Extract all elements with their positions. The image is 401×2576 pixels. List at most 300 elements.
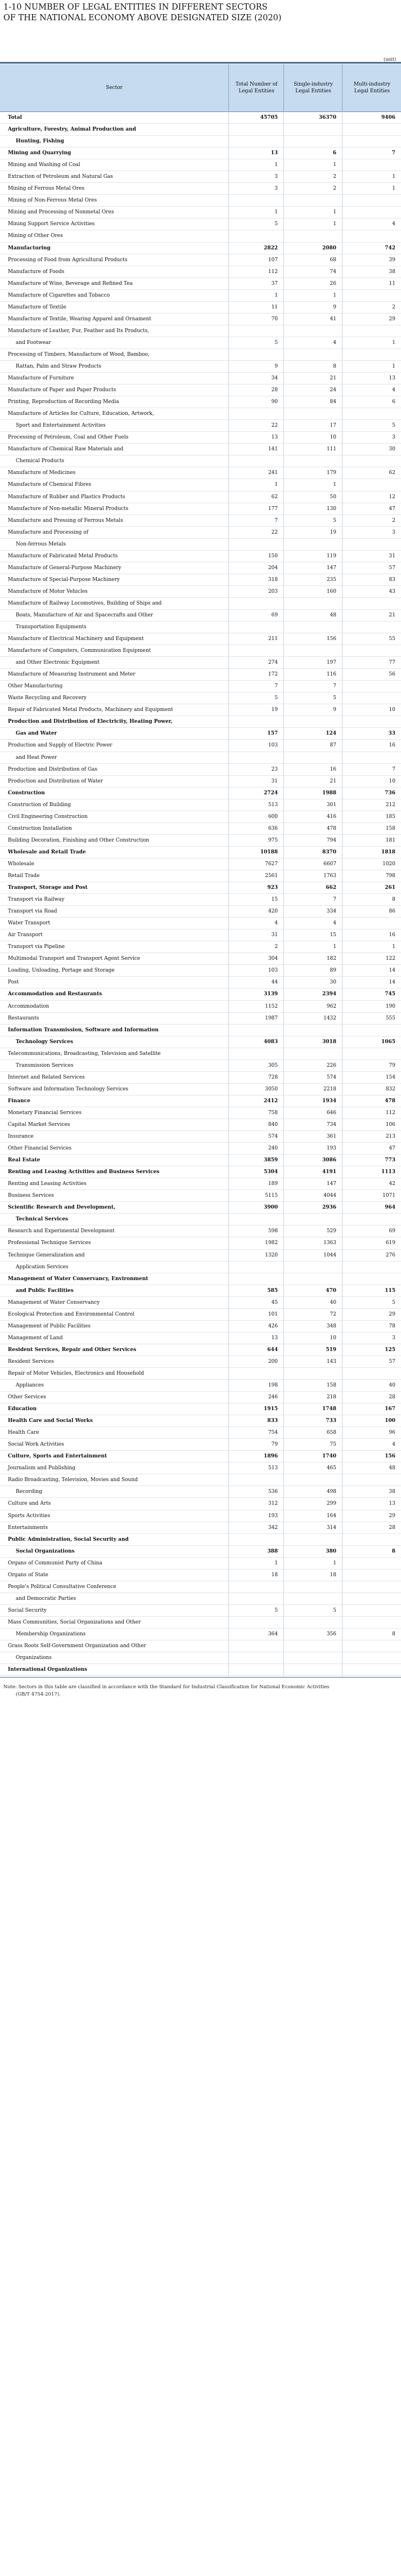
table-row [0, 811, 401, 823]
row-sector-label: Manufacture of Wine, Beverage and Refined Tea [8, 280, 133, 287]
row-sector-label: Extraction of Petroleum and Natural Gas [8, 174, 113, 180]
row-multi-value: 1 [392, 944, 395, 950]
table-row [0, 302, 401, 314]
row-sector-label: Transport via Road [8, 909, 57, 915]
row-sector-label: and Public Facilities [16, 1287, 74, 1294]
row-multi-value: 832 [385, 1086, 395, 1092]
row-sector-label: Construction Installation [8, 825, 72, 831]
row-single-value: 36370 [318, 115, 336, 120]
row-total-value: 28 [271, 387, 278, 393]
row-sector-label: Technique Generalization and [8, 1252, 85, 1258]
header-sector-text: Sector [106, 85, 123, 91]
row-total-value: 754 [268, 1430, 278, 1436]
table-row [0, 195, 401, 207]
table-row [0, 325, 401, 337]
row-single-value: 8 [333, 363, 336, 369]
row-multi-value [342, 1273, 395, 1285]
row-single-value: 24 [330, 387, 336, 393]
row-total-value: 3050 [265, 1086, 278, 1092]
row-sector-label: Technology Services [16, 1039, 73, 1045]
row-total-value: 1915 [263, 1406, 278, 1412]
table-row [0, 1013, 401, 1025]
row-multi-value: 4 [392, 387, 395, 393]
table-row [0, 1166, 401, 1178]
table-row [0, 704, 401, 716]
table-row [0, 598, 401, 610]
row-single-value [283, 1273, 336, 1285]
row-sector-label: Mining of Other Ores [8, 233, 63, 239]
table-row [0, 183, 401, 195]
row-sector-label: Wholesale and Retail Trade [8, 849, 86, 855]
row-single-value: 193 [326, 1146, 336, 1152]
row-multi-value: 3 [392, 529, 395, 535]
table-row [0, 1664, 401, 1676]
row-single-value: 4 [333, 920, 336, 927]
row-sector-label: and Footwear [16, 339, 51, 346]
row-sector-label: Manufacture of Leather, Fur, Feather and Its Products, [8, 328, 150, 334]
row-sector-label: Mining and Quarrying [8, 150, 71, 156]
row-single-value: 361 [326, 1134, 336, 1140]
row-single-value: 1 [333, 944, 336, 950]
row-multi-value [342, 752, 395, 763]
table-row [0, 218, 401, 230]
row-sector-label: Mining and Washing of Coal [8, 162, 80, 168]
row-sector-label: Construction of Building [8, 802, 71, 808]
row-single-value: 7 [333, 897, 336, 903]
table-row [0, 610, 401, 621]
row-multi-value: 39 [389, 257, 395, 263]
row-total-value [228, 621, 278, 633]
row-single-value [283, 1640, 336, 1652]
row-single-value: 9 [333, 707, 336, 713]
data-table [0, 64, 401, 1676]
row-single-value: 10 [330, 435, 336, 441]
row-multi-value: 1 [392, 363, 395, 369]
table-row [0, 1084, 401, 1095]
row-total-value: 103 [268, 968, 278, 974]
row-sector-label: Telecommunications, Broadcasting, Television and Satellite [8, 1050, 161, 1057]
row-total-value: 1987 [265, 1015, 278, 1021]
row-total-value: 112 [268, 269, 278, 275]
row-single-value [283, 1368, 336, 1379]
row-sector-label: Capital Market Services [8, 1121, 70, 1128]
row-single-value: 156 [326, 636, 336, 642]
note-line-2: (GB/T 4754-2017). [16, 1692, 61, 1697]
row-multi-value: 3 [392, 1335, 395, 1341]
row-multi-value: 3 [392, 435, 395, 441]
row-multi-value [342, 455, 395, 467]
table-row [0, 799, 401, 811]
row-single-value: 1432 [323, 1015, 336, 1021]
row-multi-value [342, 1569, 395, 1581]
row-single-value: 124 [326, 731, 336, 737]
row-total-value: 62 [271, 494, 278, 500]
row-multi-value [342, 1605, 395, 1616]
header-sector [0, 64, 228, 111]
table-row [0, 894, 401, 906]
row-multi-value [342, 681, 395, 692]
row-multi-value: 96 [389, 1430, 395, 1436]
row-multi-value: 28 [389, 1394, 395, 1401]
row-sector-label: Processing of Petroleum, Coal and Other Fuels [8, 435, 129, 441]
table-row [0, 716, 401, 728]
row-total-value: 304 [268, 956, 278, 962]
row-multi-value: 8 [391, 1548, 395, 1554]
row-multi-value: 276 [385, 1252, 395, 1258]
table-row [0, 432, 401, 444]
table-top-rule [0, 62, 401, 64]
row-total-value: 1 [274, 482, 278, 488]
row-single-value: 179 [326, 470, 336, 476]
row-total-value: 585 [267, 1287, 278, 1294]
table-row [0, 1155, 401, 1166]
row-sector-label: Mining of Ferrous Metal Ores [8, 186, 85, 192]
row-sector-label: Transportation Equipments [16, 624, 87, 630]
row-total-value [228, 1368, 278, 1379]
row-single-value: 380 [326, 1548, 336, 1554]
title-line-2: OF THE NATIONAL ECONOMY ABOVE DESIGNATED SIZE (2020) [3, 14, 282, 23]
table-row [0, 1415, 401, 1427]
row-multi-value: 86 [389, 909, 395, 915]
table-row [0, 396, 401, 408]
row-single-value: 1044 [323, 1252, 336, 1258]
row-single-value: 18 [330, 1572, 336, 1578]
row-multi-value: 10 [389, 778, 395, 784]
row-single-value [283, 195, 336, 206]
row-total-value: 833 [267, 1418, 278, 1424]
row-single-value: 16 [330, 766, 336, 772]
row-multi-value: 181 [385, 837, 395, 843]
table-row [0, 1309, 401, 1321]
table-bottom-rule [0, 1677, 401, 1678]
row-total-value: 2822 [263, 245, 278, 251]
row-total-value: 22 [271, 423, 278, 429]
row-total-value: 5 [274, 221, 278, 227]
row-multi-value: 213 [385, 1134, 395, 1140]
row-sector-label: Construction [8, 790, 45, 796]
row-multi-value: 106 [385, 1121, 395, 1128]
table-row [0, 989, 401, 1000]
row-sector-label: Manufacture of Articles for Culture, Education, Artwork, [8, 411, 154, 417]
row-single-value: 658 [326, 1430, 336, 1436]
column-divider [228, 111, 229, 1676]
row-single-value: 2080 [322, 245, 336, 251]
row-sector-label: Production and Distribution of Gas [8, 766, 98, 772]
table-row [0, 1143, 401, 1155]
row-sector-label: International Organizations [8, 1667, 88, 1673]
row-total-value: 10188 [260, 849, 278, 855]
row-single-value [283, 1593, 336, 1604]
row-total-value: 103 [268, 743, 278, 749]
row-single-value [283, 124, 336, 135]
row-multi-value [342, 136, 395, 147]
row-total-value [228, 349, 278, 360]
row-single-value: 1748 [322, 1406, 336, 1412]
row-sector-label: Culture and Arts [8, 1501, 51, 1507]
row-multi-value [342, 1640, 395, 1652]
row-single-value: 519 [326, 1347, 336, 1353]
row-sector-label: Hunting, Fishing [16, 138, 64, 145]
row-single-value: 2218 [323, 1086, 336, 1092]
table-row [0, 1451, 401, 1463]
row-single-value: 116 [326, 672, 336, 678]
row-total-value: 150 [268, 553, 278, 559]
row-sector-label: Culture, Sports and Entertainment [8, 1454, 107, 1460]
row-multi-value: 21 [389, 612, 395, 618]
row-multi-value [342, 479, 395, 490]
row-sector-label: Gas and Water [16, 731, 57, 737]
row-sector-label: Entertainments [8, 1524, 48, 1531]
row-total-value [228, 1593, 278, 1604]
table-row [0, 1250, 401, 1262]
row-total-value [228, 1640, 278, 1652]
row-multi-value: 30 [389, 446, 395, 453]
row-single-value [283, 325, 336, 337]
row-sector-label: Manufacture of Cigarettes and Tobacco [8, 292, 110, 298]
row-multi-value: 2 [392, 304, 395, 310]
table-row [0, 657, 401, 669]
row-total-value [228, 408, 278, 419]
row-multi-value: 28 [389, 1524, 395, 1531]
table-row [0, 847, 401, 858]
row-total-value [228, 1474, 278, 1486]
row-total-value: 274 [268, 660, 278, 666]
row-sector-label: Management of Public Facilities [8, 1323, 91, 1329]
row-total-value: 3 [274, 174, 278, 180]
row-total-value: 69 [271, 612, 278, 618]
table-row [0, 243, 401, 254]
row-sector-label: Research and Experimental Development [8, 1228, 115, 1235]
row-total-value: 1320 [265, 1252, 278, 1258]
table-body [0, 112, 401, 1676]
row-sector-label: Application Services [16, 1264, 69, 1270]
table-row [0, 1273, 401, 1285]
row-single-value [283, 455, 336, 467]
row-multi-value: 742 [385, 245, 395, 251]
row-total-value: 200 [268, 1358, 278, 1365]
table-row [0, 159, 401, 171]
header-total-text: Total Number of Legal Entities [235, 82, 278, 94]
row-total-value: 11 [271, 304, 278, 310]
row-multi-value: 13 [389, 1501, 395, 1507]
row-single-value: 348 [326, 1323, 336, 1329]
row-sector-label: Loading, Unloading, Portage and Storage [8, 968, 115, 974]
row-total-value: 240 [268, 1146, 278, 1152]
table-row [0, 1427, 401, 1439]
row-sector-label: Transmission Services [16, 1062, 74, 1068]
row-single-value [283, 230, 336, 242]
table-row [0, 1297, 401, 1309]
row-single-value: 299 [326, 1501, 336, 1507]
row-sector-label: Manufacture of Measuring Instrument and Meter [8, 672, 136, 678]
row-total-value: 3900 [263, 1205, 278, 1211]
row-total-value: 3859 [263, 1157, 278, 1164]
row-single-value: 87 [330, 743, 336, 749]
row-single-value [283, 1214, 336, 1225]
row-multi-value [342, 1214, 395, 1225]
row-multi-value: 29 [389, 1513, 395, 1519]
row-single-value: 1740 [322, 1454, 336, 1460]
row-single-value: 1 [333, 1560, 336, 1566]
row-total-value: 22 [271, 529, 278, 535]
row-total-value: 5115 [265, 1193, 278, 1199]
row-total-value: 13 [271, 435, 278, 441]
row-single-value [283, 1652, 336, 1663]
row-multi-value: 555 [385, 1015, 395, 1021]
row-total-value [228, 1025, 278, 1036]
table-row [0, 1131, 401, 1143]
row-multi-value [342, 1664, 395, 1675]
table-note [3, 1684, 397, 1698]
table-row [0, 444, 401, 455]
table-row [0, 124, 401, 136]
row-multi-value: 1071 [382, 1193, 395, 1199]
row-total-value: 5 [274, 339, 278, 346]
row-total-value: 1152 [265, 1003, 278, 1009]
row-total-value: 388 [267, 1548, 278, 1554]
table-row [0, 1558, 401, 1569]
row-single-value [283, 1534, 336, 1545]
row-single-value: 574 [326, 1074, 336, 1080]
row-total-value: 15 [271, 897, 278, 903]
row-single-value: 314 [326, 1524, 336, 1531]
row-multi-value: 478 [385, 1098, 395, 1104]
row-total-value [228, 1273, 278, 1285]
row-sector-label: Accommodation [8, 1003, 49, 1009]
row-single-value [283, 408, 336, 419]
row-sector-label: Organizations [16, 1655, 52, 1661]
row-multi-value: 10 [389, 707, 395, 713]
row-sector-label: and Democratic Parties [16, 1595, 76, 1602]
row-total-value: 1896 [263, 1454, 278, 1460]
table-row [0, 858, 401, 870]
row-sector-label: Organs of Communist Party of China [8, 1560, 102, 1566]
row-total-value [228, 136, 278, 147]
row-total-value: 246 [268, 1394, 278, 1401]
row-sector-label: Mining of Non-Ferrous Metal Ores [8, 198, 97, 204]
row-multi-value: 619 [385, 1240, 395, 1246]
table-row [0, 266, 401, 278]
table-row [0, 1463, 401, 1474]
row-single-value: 5 [333, 1607, 336, 1613]
table-row [0, 1107, 401, 1119]
row-single-value [283, 1262, 336, 1273]
row-sector-label: Monetary Financial Services [8, 1110, 82, 1116]
row-sector-label: Journalism and Publishing [8, 1465, 76, 1472]
table-row [0, 1629, 401, 1640]
row-multi-value [342, 290, 395, 301]
table-row [0, 752, 401, 764]
table-row [0, 254, 401, 266]
row-sector-label: Manufacture of Special-Purpose Machinery [8, 576, 120, 583]
row-multi-value: 14 [389, 968, 395, 974]
row-sector-label: Manufacture of Fabricated Metal Products [8, 553, 118, 559]
row-total-value: 3 [274, 186, 278, 192]
table-row [0, 1344, 401, 1356]
row-total-value [228, 716, 278, 727]
row-sector-label: Mining and Processing of Nonmetal Ores [8, 209, 114, 216]
row-multi-value: 16 [389, 743, 395, 749]
row-single-value: 111 [326, 446, 336, 453]
row-single-value: 147 [326, 1181, 336, 1187]
row-multi-value: 1 [392, 174, 395, 180]
row-multi-value [342, 325, 395, 337]
row-sector-label: Transport, Storage and Post [8, 885, 88, 891]
row-sector-label: Membership Organizations [16, 1631, 86, 1637]
table-row [0, 1190, 401, 1202]
row-multi-value [342, 692, 395, 704]
row-multi-value: 79 [389, 1062, 395, 1068]
row-multi-value: 42 [389, 1181, 395, 1187]
row-multi-value: 112 [385, 1110, 395, 1116]
table-row [0, 479, 401, 491]
row-sector-label: Production and Supply of Electric Power [8, 743, 112, 749]
table-row [0, 230, 401, 242]
row-single-value: 1363 [323, 1240, 336, 1246]
row-sector-label: Scientific Research and Development, [8, 1205, 116, 1211]
row-multi-value: 6 [392, 399, 395, 405]
row-total-value: 923 [267, 885, 278, 891]
row-multi-value [342, 621, 395, 633]
row-single-value: 465 [326, 1465, 336, 1472]
row-sector-label: Manufacture of Motor Vehicles [8, 588, 88, 594]
table-row [0, 1474, 401, 1486]
row-sector-label: Accommodation and Restaurants [8, 991, 102, 998]
row-total-value: 141 [268, 446, 278, 453]
row-multi-value: 83 [389, 576, 395, 583]
row-single-value: 470 [326, 1287, 336, 1294]
row-sector-label: Production and Distribution of Electricity, Heating Power, [8, 719, 173, 725]
row-single-value: 89 [330, 968, 336, 974]
table-row [0, 906, 401, 918]
row-multi-value: 212 [385, 802, 395, 808]
row-multi-value: 12 [389, 494, 395, 500]
row-single-value: 498 [326, 1489, 336, 1495]
row-multi-value [342, 598, 395, 609]
row-single-value: 3086 [322, 1157, 336, 1164]
row-single-value: 1988 [322, 790, 336, 796]
row-single-value: 160 [326, 588, 336, 594]
row-multi-value: 4 [392, 1442, 395, 1448]
row-total-value: 177 [268, 506, 278, 512]
row-single-value: 2936 [322, 1205, 336, 1211]
table-row [0, 1214, 401, 1226]
row-multi-value: 31 [389, 553, 395, 559]
row-total-value: 19 [271, 707, 278, 713]
table-row [0, 692, 401, 704]
row-total-value: 189 [268, 1181, 278, 1187]
table-row [0, 870, 401, 882]
table-row [0, 1522, 401, 1534]
table-row [0, 1617, 401, 1629]
table-row [0, 1486, 401, 1498]
row-total-value: 1 [274, 1560, 278, 1566]
row-multi-value: 115 [385, 1287, 395, 1294]
row-multi-value: 1 [392, 186, 395, 192]
table-row [0, 788, 401, 799]
table-row [0, 1403, 401, 1415]
row-sector-label: Production and Distribution of Water [8, 778, 103, 784]
row-single-value: 2394 [322, 991, 336, 998]
row-total-value: 342 [268, 1524, 278, 1531]
row-total-value: 975 [268, 837, 278, 843]
row-multi-value: 33 [388, 731, 395, 737]
header-single-text: Single-industry Legal Entities [294, 82, 333, 94]
row-multi-value: 77 [389, 660, 395, 666]
row-single-value: 4044 [323, 1193, 336, 1199]
row-sector-label: Manufacture of Chemical Fibres [8, 482, 92, 488]
row-sector-label: Recording [16, 1489, 43, 1495]
